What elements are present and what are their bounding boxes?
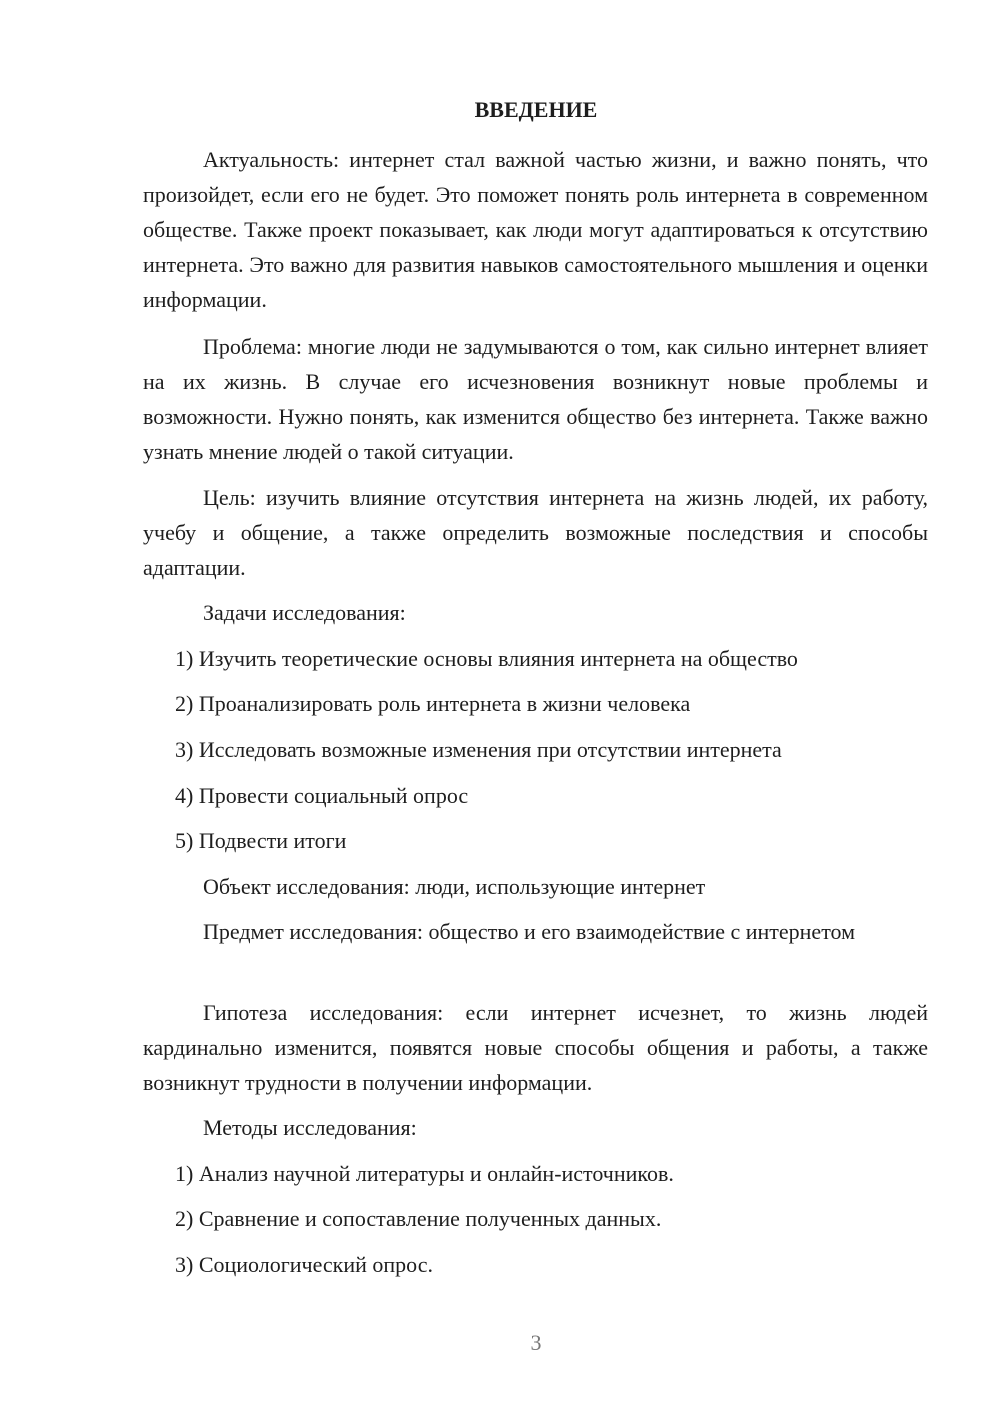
section-title: ВВЕДЕНИЕ [474,97,598,122]
relevance-paragraph: Актуальность: интернет стал важной частью жизни, и важно понять, что произойдет, если его не будет. Это поможет понять роль интернета в современном обществе. Также проект показывает, как люди могут адаптироваться к отсутствию интернета. Это важно для развития навыков самостоятельного мышления и оценки информации. [143,147,928,312]
task-item: 1) Изучить теоретические основы влияния интернета на общество [175,646,798,671]
method-item: 2) Сравнение и сопоставление полученных данных. [175,1206,662,1231]
task-item: 5) Подвести итоги [175,828,347,853]
page-number: 3 [530,1330,542,1355]
task-item: 3) Исследовать возможные изменения при отсутствии интернета [175,737,782,762]
subject-paragraph: Предмет исследования: общество и его взаимодействие с интернетом [203,919,856,944]
method-item: 3) Социологический опрос. [175,1252,433,1277]
task-item: 2) Проанализировать роль интернета в жизни человека [175,691,691,716]
problem-paragraph: Проблема: многие люди не задумываются о том, как сильно интернет влияет на их жизнь. В случае его исчезновения возникнут новые проблемы и возможности. Нужно понять, как изменится общество без интернета. Также важно узнать мнение людей о такой ситуации. [143,334,928,464]
object-line: Объект исследования: люди, использующие интернет [203,874,706,899]
task-item: 4) Провести социальный опрос [175,783,469,808]
method-item: 1) Анализ научной литературы и онлайн-источников. [175,1161,674,1186]
methods-heading: Методы исследования: [203,1115,417,1140]
tasks-heading: Задачи исследования: [203,600,406,625]
goal-paragraph: Цель: изучить влияние отсутствия интернета на жизнь людей, их работу, учебу и общение, а также определить возможные последствия и способы адаптации. [143,485,928,580]
hypothesis-paragraph: Гипотеза исследования: если интернет исчезнет, то жизнь людей кардинально изменится, появятся новые способы общения и работы, а также возникнут трудности в получении информации. [143,1000,928,1095]
